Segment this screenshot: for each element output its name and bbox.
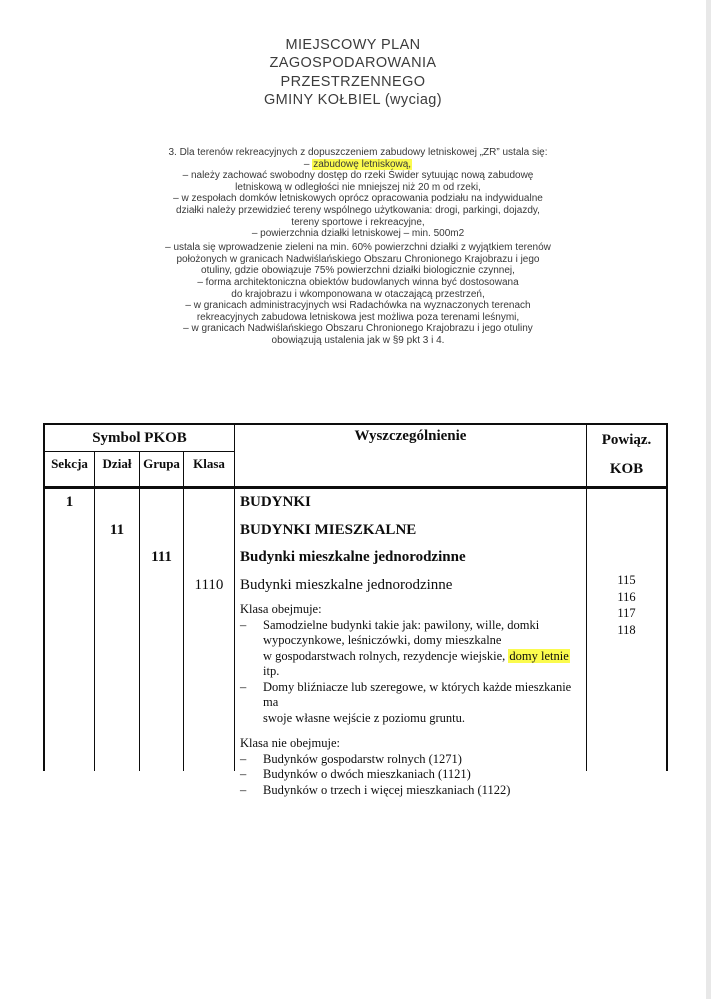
heading-budynki: BUDYNKI bbox=[240, 494, 311, 510]
include-item-1-line-2: wypoczynkowe, leśniczówki, domy mieszkalne bbox=[263, 633, 502, 647]
document-title bbox=[0, 36, 706, 109]
grupa-value: 111 bbox=[151, 549, 172, 565]
intro-p2-line-2: położonych w granicach Nadwiślańskiego Obszaru Chronionego Krajobrazu i jego bbox=[176, 253, 540, 265]
include-item-2 bbox=[235, 680, 582, 727]
intro-paragraph-2 bbox=[5, 242, 711, 346]
intro-p2-line-1: – ustala się wprowadzenie zieleni na min. 60% powierzchni działki z wyjątkiem terenów bbox=[165, 242, 551, 254]
column-header-dzial: Dział bbox=[95, 452, 140, 486]
column-header-sekcja: Sekcja bbox=[45, 452, 95, 486]
intro-p1-line-3: – należy zachować swobodny dostęp do rzeki Świder sytuując nową zabudowę bbox=[182, 170, 534, 182]
intro-p1-line-4: letniskową w odległości nie mniejszej niż 20 m od rzeki, bbox=[235, 181, 481, 193]
title-line-2: ZAGOSPODAROWANIA bbox=[269, 55, 437, 72]
include-item-1 bbox=[235, 618, 582, 680]
intro-paragraph-1 bbox=[5, 147, 711, 240]
klasa-nie-obejmuje-label: Klasa nie obejmuje: bbox=[240, 736, 340, 750]
bullet-dash: – bbox=[240, 782, 247, 797]
intro-p2-line-7: rekreacyjnych zabudowa letniskowa jest możliwa poza terenami leśnymi, bbox=[196, 311, 520, 323]
pkob-table bbox=[43, 423, 668, 797]
exclude-item-3-text: Budynków o trzech i więcej mieszkaniach (1122) bbox=[263, 782, 511, 797]
powiaz-label: Powiąz. bbox=[601, 432, 652, 448]
cell-wyszczegolnienie bbox=[235, 489, 587, 797]
cell-dzial bbox=[95, 489, 140, 771]
symbol-pkob-header: Symbol PKOB bbox=[45, 425, 234, 452]
heading-budynki-mieszkalne: BUDYNKI MIESZKALNE bbox=[240, 521, 417, 538]
kob-number-3: 117 bbox=[617, 606, 636, 620]
include-item-2-line-2: swoje własne wejście z poziomu gruntu. bbox=[263, 710, 466, 725]
exclude-item-1-text: Budynków gospodarstw rolnych (1271) bbox=[263, 751, 462, 766]
intro-p2-line-8: – w granicach Nadwiślańskiego Obszaru Chronionego Krajobrazu i jego otuliny bbox=[183, 323, 533, 335]
cell-grupa bbox=[140, 489, 184, 771]
klasa-value: 1110 bbox=[194, 576, 224, 593]
intro-p2-line-9: obowiązują ustalenia jak w §9 pkt 3 i 4. bbox=[271, 335, 445, 346]
heading-grupa-title: Budynki mieszkalne jednorodzinne bbox=[240, 549, 466, 565]
column-header-grupa: Grupa bbox=[140, 452, 184, 486]
intro-p2-line-4: – forma architektoniczna obiektów budowlanych winna być dostosowana bbox=[197, 277, 519, 289]
symbol-subheaders bbox=[45, 452, 234, 486]
include-item-2-line-1: Domy bliźniacze lub szeregowe, w których każde mieszkanie ma bbox=[263, 679, 572, 709]
cell-klasa bbox=[184, 489, 235, 771]
intro-p1-line-8: – powierzchnia działki letniskowej – min. 500m2 bbox=[251, 228, 465, 240]
table-header bbox=[45, 425, 666, 489]
title-line-1: MIEJSCOWY PLAN bbox=[285, 37, 421, 53]
title-line-4: GMINY KOŁBIEL (wyciag) bbox=[263, 91, 442, 108]
intro-p2-line-3: otuliny, gdzie obowiązuje 75% powierzchni działki biologicznie czynnej, bbox=[201, 265, 515, 277]
intro-p2-line-6: – w granicach administracyjnych wsi Radachówka na wyznaczonych terenach bbox=[185, 300, 531, 312]
bullet-dash: – bbox=[240, 751, 247, 766]
exclude-item-2-text: Budynków o dwóch mieszkaniach (1121) bbox=[263, 767, 471, 781]
kob-number-2: 116 bbox=[617, 589, 636, 604]
highlight-zabudowa-letniskowa: zabudowę letniskową, bbox=[313, 158, 412, 170]
intro-p1-line-6: działki należy przewidzieć tereny wspólnego użytkowania: drogi, parkingi, dojazdy, bbox=[176, 204, 540, 216]
intro-text bbox=[5, 147, 711, 347]
line-3-pre: w gospodarstwach rolnych, rezydencje wiejskie, bbox=[263, 648, 509, 663]
bullet-dash: – bbox=[240, 679, 247, 694]
bullet-dash: – bbox=[240, 617, 247, 632]
kob-number-4: 118 bbox=[617, 622, 636, 637]
heading-klasa-title: Budynki mieszkalne jednorodzinne bbox=[240, 576, 453, 593]
include-item-2-text bbox=[263, 680, 582, 727]
kob-number-1: 115 bbox=[617, 573, 636, 587]
intro-p2-line-5: do krajobrazu i wkomponowana w otaczającą przestrzeń, bbox=[231, 288, 485, 300]
cell-sekcja bbox=[45, 489, 95, 771]
column-header-wyszczegolnienie: Wyszczególnienie bbox=[235, 425, 587, 486]
exclude-item-1 bbox=[235, 752, 582, 768]
line-3-post: itp. bbox=[263, 664, 280, 678]
klasa-obejmuje-label: Klasa obejmuje: bbox=[240, 602, 322, 616]
table-body bbox=[45, 489, 666, 797]
intro-p1-line-2 bbox=[5, 159, 711, 171]
intro-p1-line-7: tereny sportowe i rekreacyjne, bbox=[291, 216, 425, 228]
symbol-pkob-group bbox=[45, 425, 235, 486]
kob-label: KOB bbox=[609, 461, 644, 477]
intro-p1-line-1: 3. Dla terenów rekreacyjnych z dopuszczeniem zabudowy letniskowej „ZR” ustala się: bbox=[168, 147, 548, 158]
bullet-dash: – bbox=[240, 767, 247, 781]
column-header-powiaz-kob bbox=[587, 425, 666, 486]
dzial-value: 11 bbox=[109, 521, 125, 538]
exclude-item-3 bbox=[235, 783, 582, 799]
intro-p1-line-5: – w zespołach domków letniskowych oprócz opracowania podziału na indywidualne bbox=[173, 193, 543, 205]
exclude-item-2 bbox=[235, 767, 582, 783]
dash-prefix: – bbox=[303, 158, 313, 170]
title-line-3: PRZESTRZENNEGO bbox=[280, 73, 426, 90]
sekcja-value: 1 bbox=[65, 494, 74, 510]
cell-powiaz-kob bbox=[587, 489, 666, 771]
highlight-domy-letnie: domy letnie bbox=[509, 648, 569, 663]
column-header-klasa: Klasa bbox=[193, 456, 225, 471]
include-item-1-line-1: Samodzielne budynki takie jak: pawilony, wille, domki bbox=[263, 617, 540, 632]
include-item-1-line-3 bbox=[263, 649, 582, 680]
include-item-1-text bbox=[263, 618, 582, 680]
